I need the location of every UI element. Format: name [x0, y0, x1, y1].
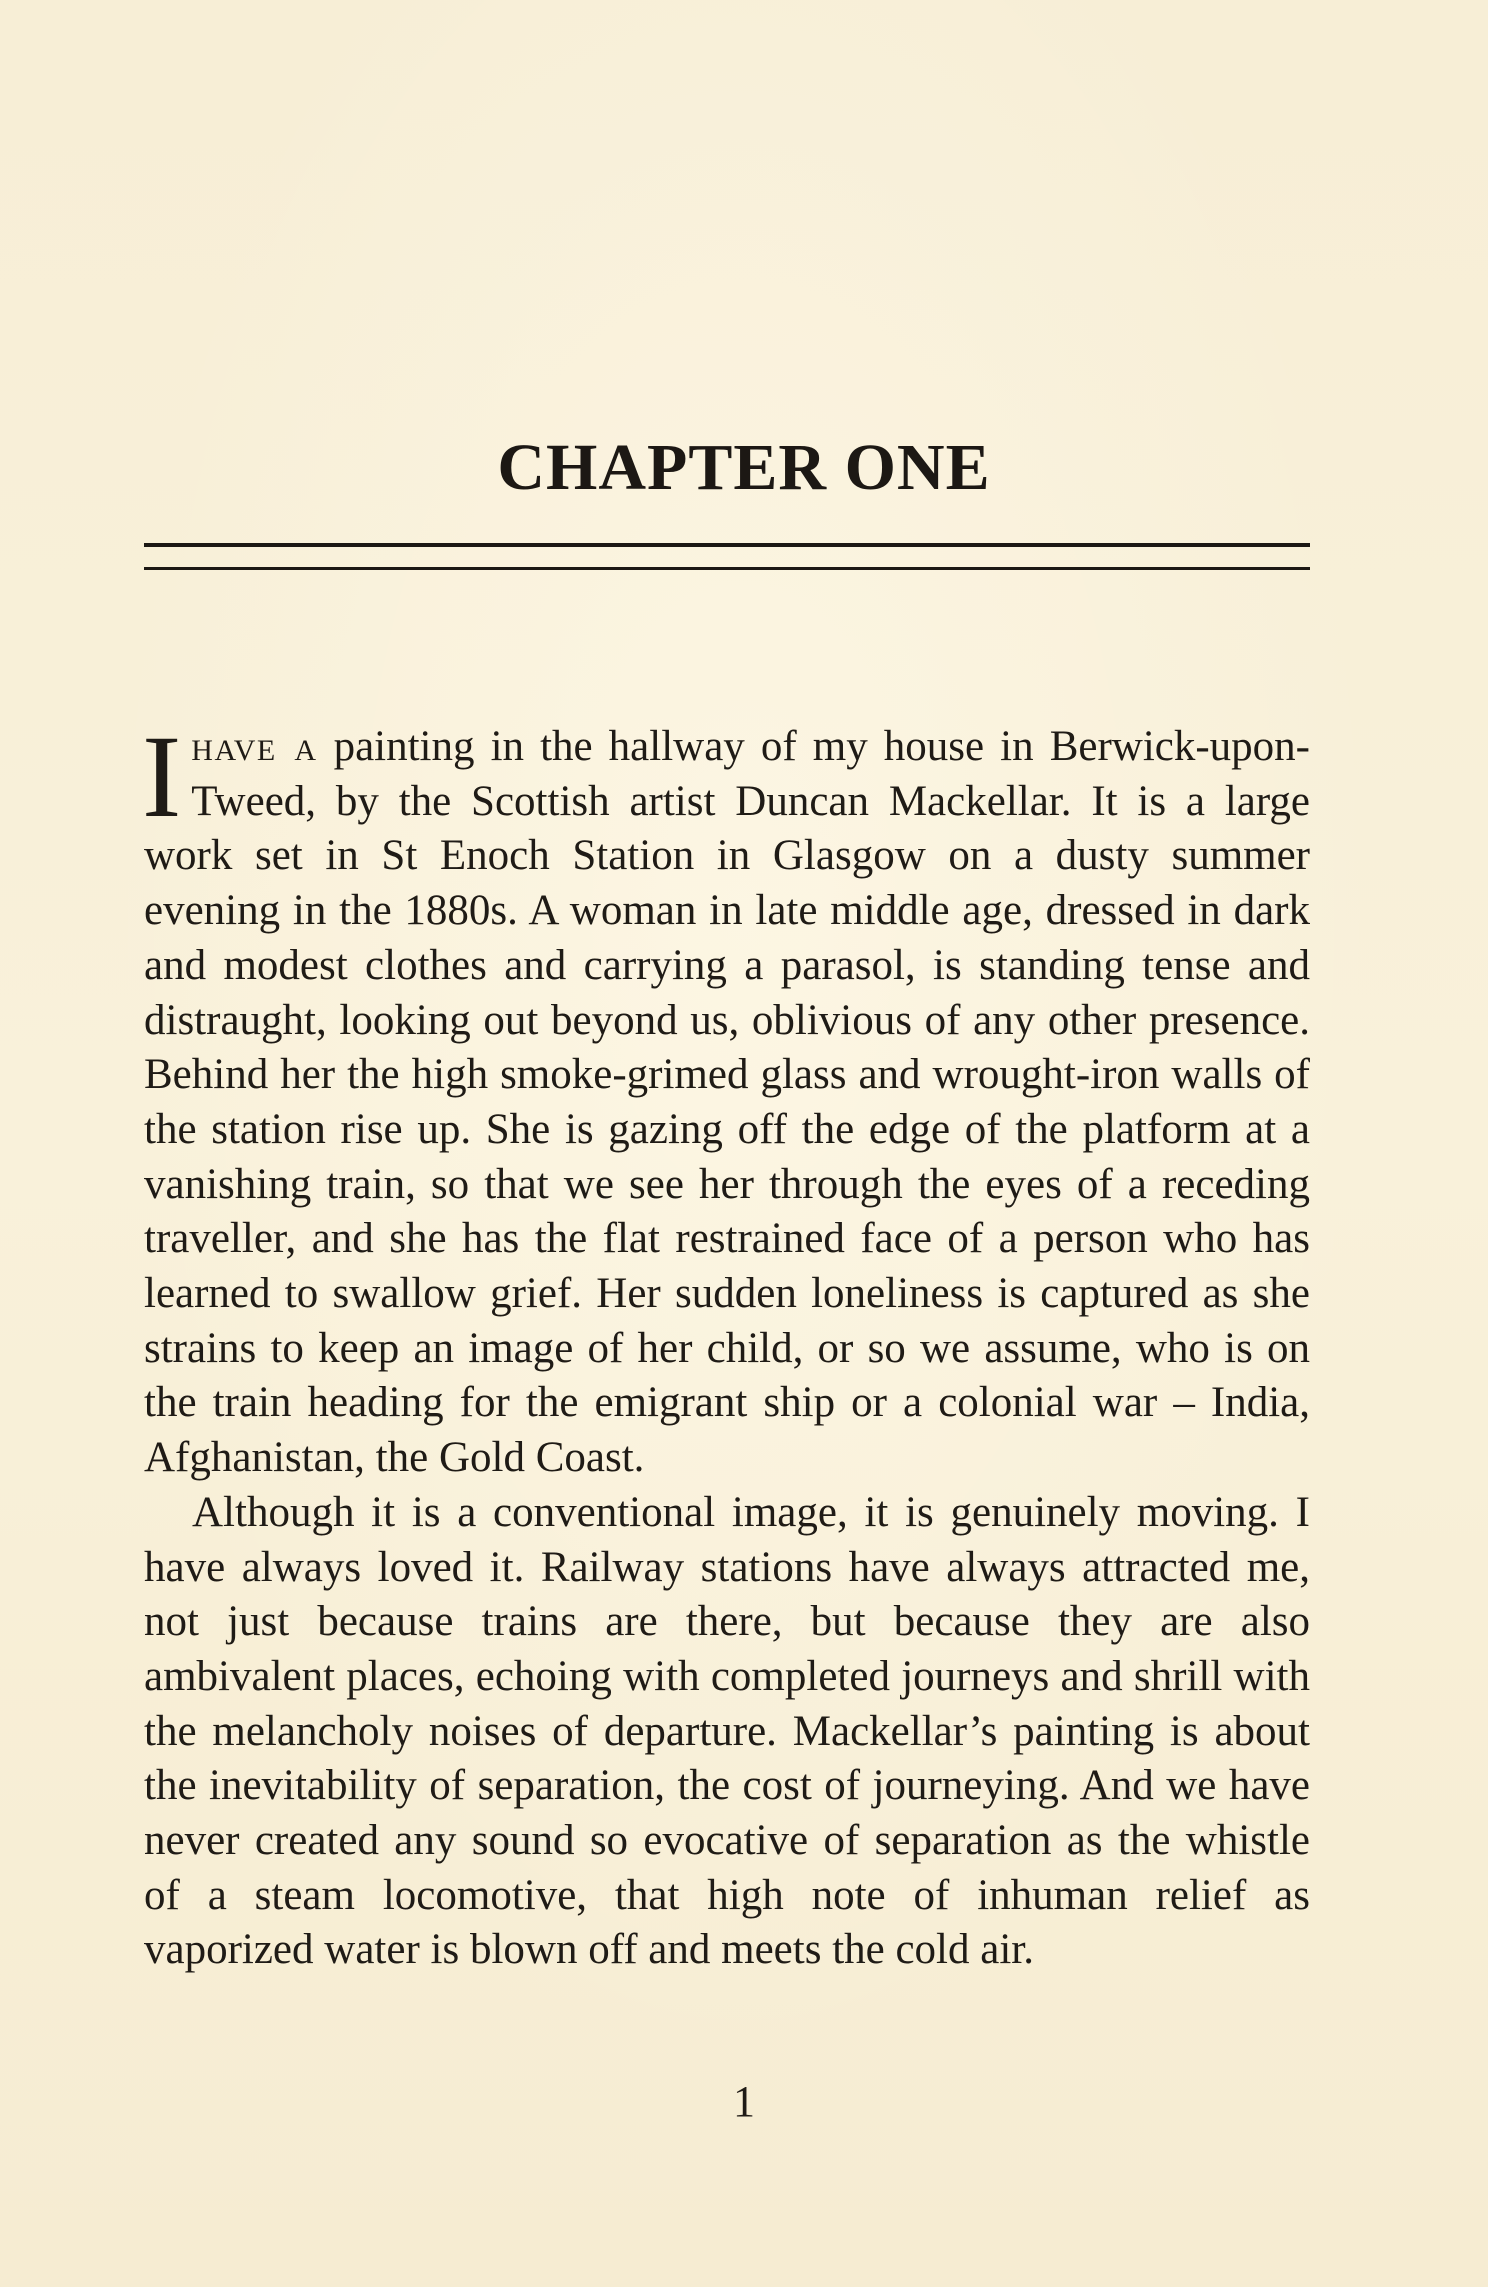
paragraph-2: Although it is a conventional image, it is genuinely moving. I have always loved it. Railway stations have always attracted me, not just because trains are there, but because they are also ambivalent places, echoing with completed journeys and shrill with the melancholy noises of departure. Mackellar’s painting is about the inevitability of separation, the cost of journeying. And we have never created any sound so evocative of separation as the whistle of a steam locomotive, that high note of inhuman relief as vaporized water is blown off and meets the cold air. [144, 1488, 1310, 1974]
paragraph-1 [142, 711, 1310, 1486]
chapter-rule-bottom [144, 567, 1310, 570]
chapter-rule-top [144, 543, 1310, 547]
page-number: 1 [733, 2077, 755, 2126]
body-text [142, 711, 1310, 1978]
drop-cap: I [142, 711, 182, 842]
chapter-title: CHAPTER ONE [497, 431, 991, 504]
opening-smallcaps: have a [191, 723, 318, 770]
paragraph-1-text: painting in the hallway of my house in Berwick-upon-Tweed, by the Scottish artist Duncan Mackellar. It is a large work set in St Enoch Station in Glasgow on a dusty summer evening in the 1880s. A woman in late middle age, dressed in dark and modest clothes and carrying a parasol, is standing tense and distraught, looking out beyond us, oblivious of any other presence. Behind her the high smoke-grimed glass and wrought-iron walls of the station rise up. She is gazing off the edge of the platform at a vanishing train, so that we see her through the eyes of a receding traveller, and she has the flat restrained face of a person who has learned to swallow grief. Her sudden loneliness is captured as she strains to keep an image of her child, or so we assume, who is on the train heading for the emigrant ship or a colonial war – India, Afghanistan, the Gold Coast. [144, 723, 1310, 1482]
